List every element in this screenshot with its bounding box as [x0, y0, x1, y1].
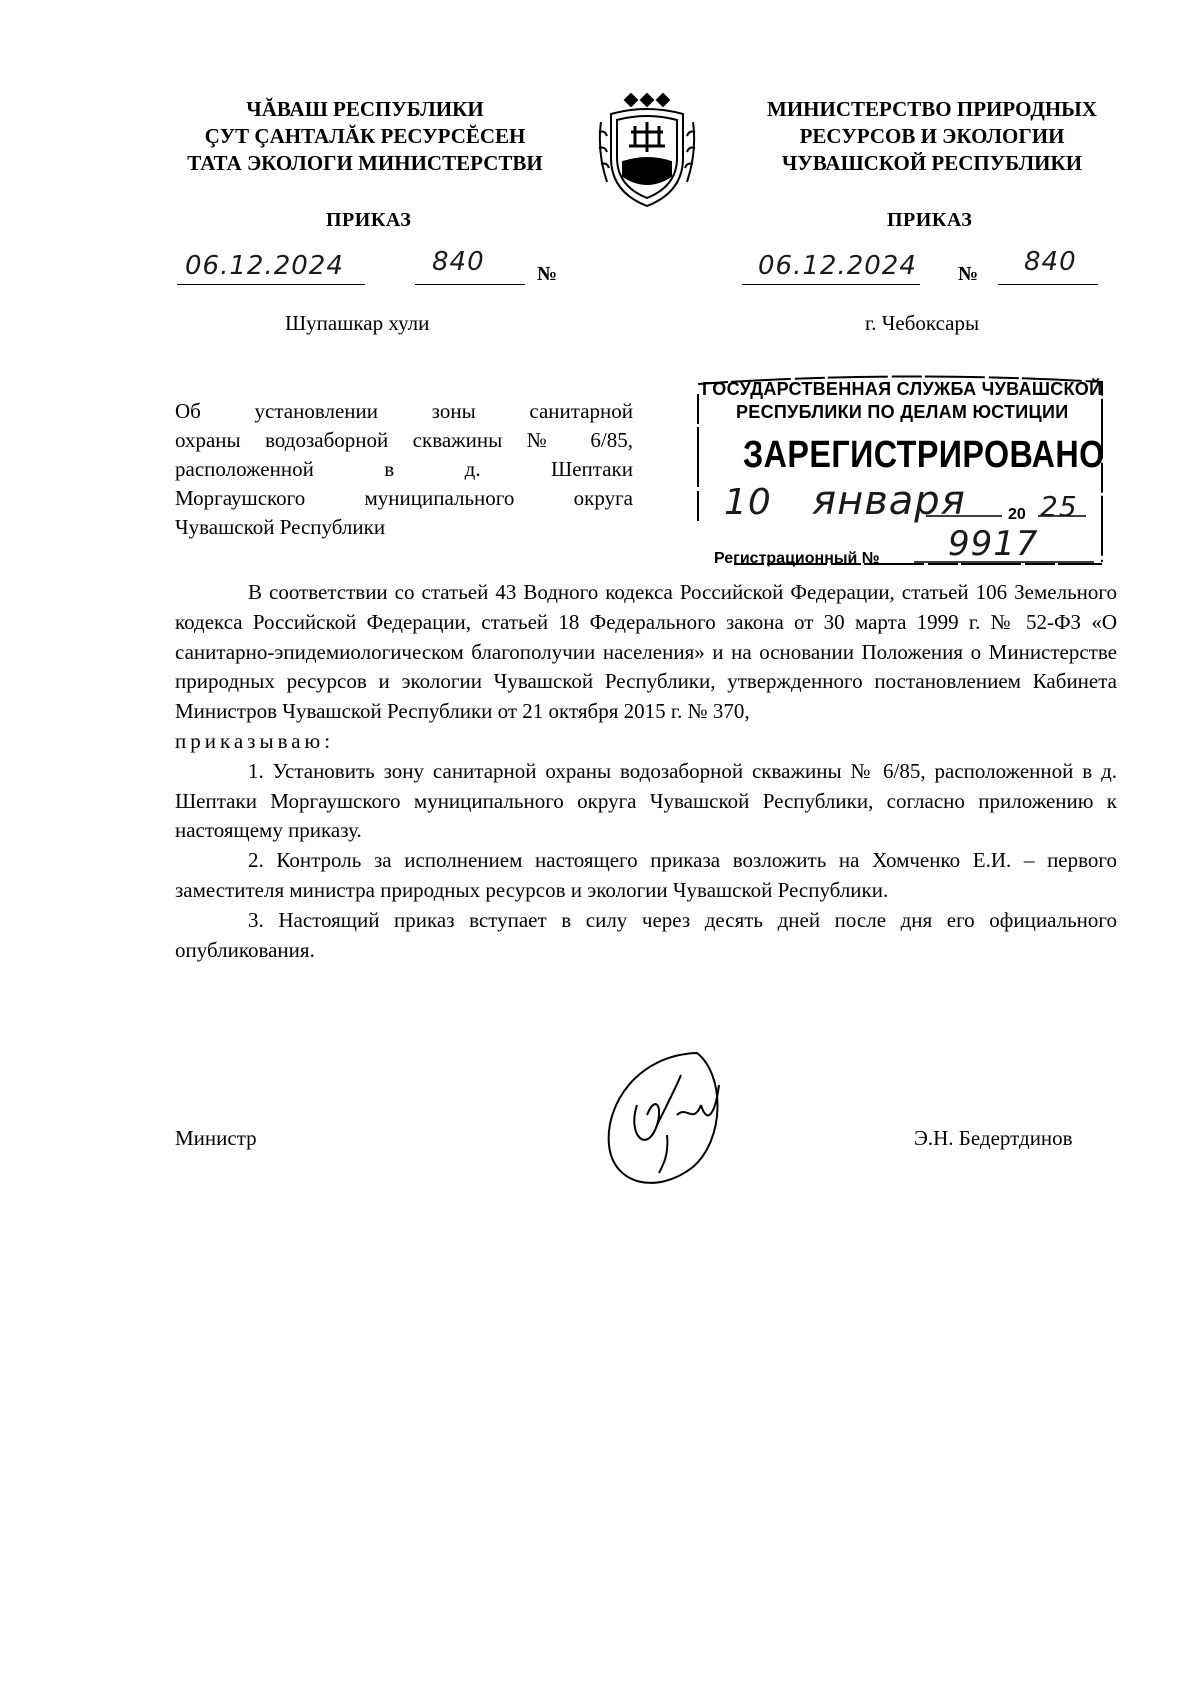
header-left-line-2: ÇУТ ÇАНТАЛĂК РЕСУРСĔСЕН: [204, 124, 526, 148]
stamp-day: 10: [724, 482, 772, 523]
stamp-month: января: [812, 478, 966, 524]
number-sign-left: №: [537, 263, 558, 285]
stamp-status: ЗАРЕГИСТРИРОВАНО: [743, 434, 1105, 476]
stamp-agency-line-2: РЕСПУБЛИКИ ПО ДЕЛАМ ЮСТИЦИИ: [736, 402, 1069, 422]
handwritten-date-right: 06.12.2024: [758, 251, 917, 281]
number-sign-right: №: [958, 263, 979, 285]
place-right: г. Чебоксары: [865, 311, 980, 335]
header-right: [742, 96, 1122, 177]
handwritten-signature: [597, 1045, 732, 1195]
date-right-underline: [742, 284, 920, 285]
order-verb: приказываю:: [175, 728, 335, 753]
coat-of-arms-icon: [595, 92, 699, 210]
subject-line-2: охраны водозаборной скважины № 6/85,: [175, 428, 633, 452]
order-item-3: 3. Настоящий приказ вступает в силу через десять дней после дня его официального опубликования.: [175, 907, 1117, 962]
registration-stamp: [694, 372, 1108, 572]
order-title-left: ПРИКАЗ: [326, 209, 412, 231]
handwritten-date-left: 06.12.2024: [185, 251, 344, 281]
place-left: Шупашкар хули: [285, 311, 430, 335]
header-left-line-1: ЧĂВАШ РЕСПУБЛИКИ: [246, 97, 484, 121]
order-item-2: 2. Контроль за исполнением настоящего приказа возложить на Хомченко Е.И. – первого заместителя министра природных ресурсов и экологии Чувашской Республики.: [175, 848, 1117, 902]
preamble-paragraph: В соответствии со статьей 43 Водного кодекса Российской Федерации, статьей 106 Земельного кодекса Российской Федерации, статьей 18 Федерального закона от 30 марта 1999 г. № 52-ФЗ «О санитарно-эпидемиологическом благополучии населения» и на основании Положения о Министерстве природных ресурсов и экологии Чувашской Республики, утвержденного постановлением Кабинета Министров Чувашской Республики от 21 октября 2015 г. № 370,: [175, 580, 1117, 724]
header-right-line-2: РЕСУРСОВ И ЭКОЛОГИИ: [799, 124, 1065, 148]
signatory-title: Министр: [175, 1126, 257, 1150]
subject-line-3: расположенной в д. Шептаки: [175, 457, 633, 481]
header-left-line-3: ТАТА ЭКОЛОГИ МИНИСТЕРСТВИ: [187, 151, 543, 175]
header-right-line-1: МИНИСТЕРСТВО ПРИРОДНЫХ: [767, 97, 1097, 121]
date-left-underline: [177, 284, 365, 285]
order-item-1: 1. Установить зону санитарной охраны водозаборной скважины № 6/85, расположенной в д. Шептаки Моргаушского муниципального округа Чувашской Республики, согласно приложению к настоящему приказу.: [175, 758, 1117, 843]
stamp-agency-line-1: ГОСУДАРСТВЕННАЯ СЛУЖБА ЧУВАШСКОЙ: [702, 379, 1103, 399]
stamp-year-prefix: 20: [1008, 506, 1026, 523]
header-right-line-3: ЧУВАШСКОЙ РЕСПУБЛИКИ: [781, 151, 1083, 175]
subject-line-5: Чувашской Республики: [175, 515, 386, 539]
number-right-underline: [998, 284, 1098, 285]
stamp-regnum: 9917: [948, 524, 1039, 564]
order-subject: [175, 397, 633, 542]
header-left: [165, 96, 565, 177]
order-body: [175, 578, 1117, 965]
subject-line-4: Моргаушского муниципального округа: [175, 486, 633, 510]
handwritten-number-right: 840: [1024, 247, 1077, 277]
signatory-name: Э.Н. Бедертдинов: [914, 1126, 1073, 1150]
stamp-regnum-label: Регистрационный №: [714, 550, 880, 567]
stamp-year-suffix: 25: [1040, 490, 1078, 523]
subject-line-1: Об установлении зоны санитарной: [175, 399, 633, 423]
handwritten-number-left: 840: [432, 247, 485, 277]
order-title-right: ПРИКАЗ: [887, 209, 973, 231]
number-left-underline: [415, 284, 525, 285]
